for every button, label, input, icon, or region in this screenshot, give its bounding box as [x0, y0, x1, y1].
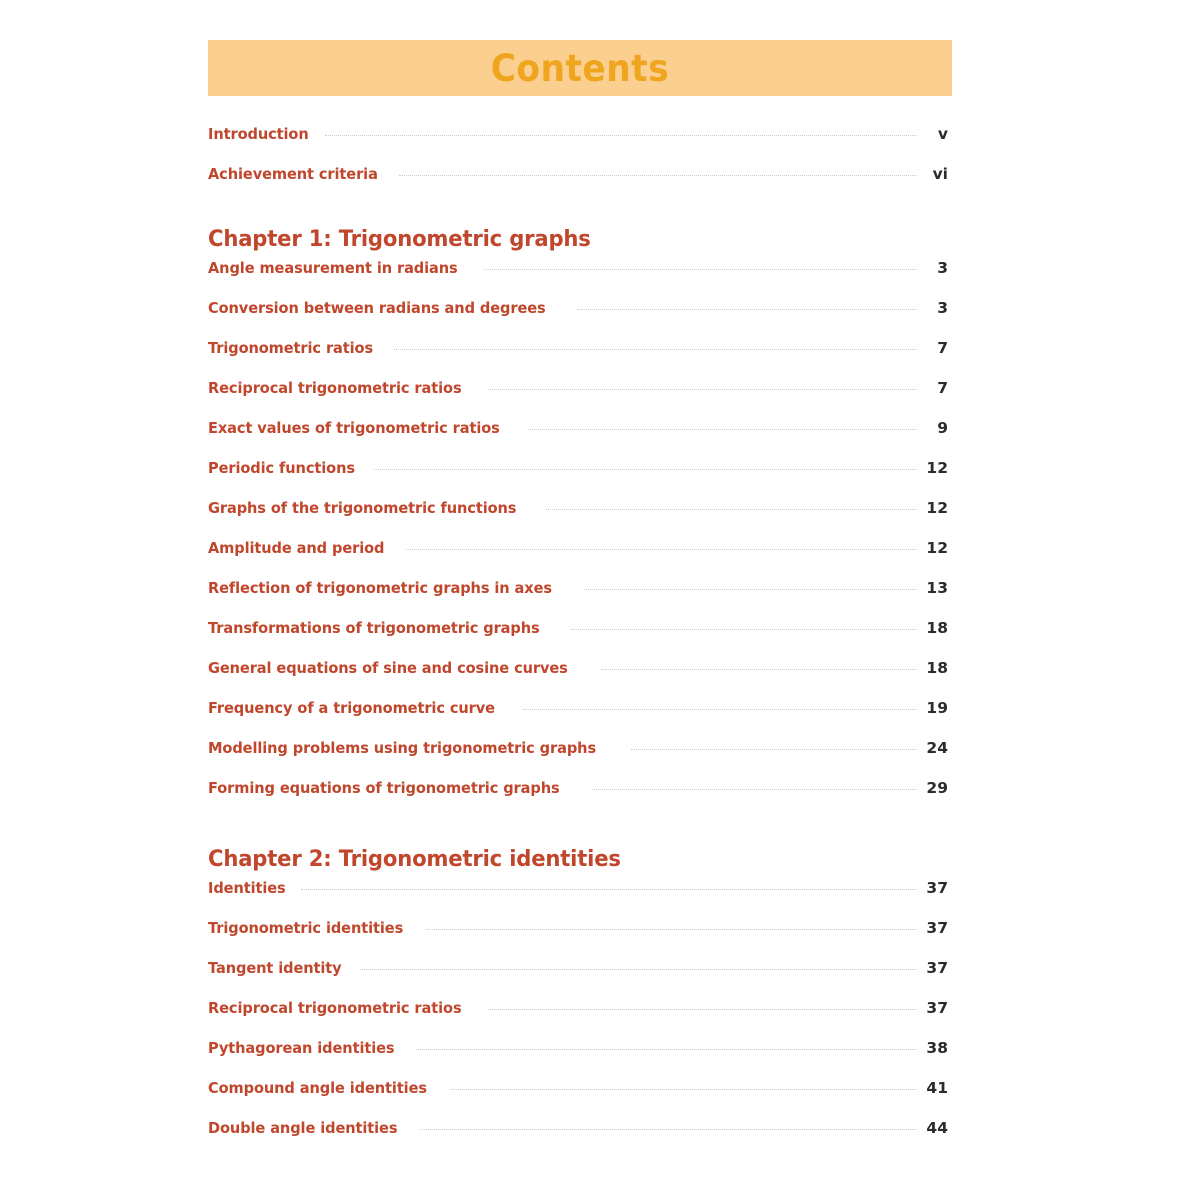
- toc-entry-row[interactable]: [208, 459, 948, 499]
- toc-entry-label: Forming equations of trigonometric graphs: [208, 779, 565, 797]
- toc-entry-label: Frequency of a trigonometric curve: [208, 699, 501, 717]
- toc-entry-page-number: 18: [921, 659, 948, 677]
- toc-entry-row[interactable]: [208, 699, 948, 739]
- dot-leader: [426, 928, 917, 930]
- toc-entry-row[interactable]: [208, 779, 948, 819]
- toc-entry-page-number: 19: [921, 699, 948, 717]
- toc-entry-row[interactable]: [208, 579, 948, 619]
- toc-entry-label: Trigonometric ratios: [208, 339, 379, 357]
- toc-entry-row[interactable]: [208, 879, 948, 919]
- toc-entry-row[interactable]: [208, 959, 948, 999]
- dot-leader: [301, 888, 917, 890]
- toc-entry-page-number: 24: [921, 739, 948, 757]
- toc-entry-page-number: 12: [921, 459, 948, 477]
- toc-entry-row[interactable]: [208, 499, 948, 539]
- dot-leader: [592, 788, 917, 790]
- dot-leader: [394, 348, 917, 350]
- chapter-heading[interactable]: Chapter 2: Trigonometric identities: [208, 846, 621, 872]
- dot-leader: [488, 388, 917, 390]
- toc-entry-row[interactable]: [208, 1119, 948, 1159]
- dot-leader: [325, 134, 917, 136]
- toc-entry-row[interactable]: [208, 659, 948, 699]
- toc-entry-label: Tangent identity: [208, 959, 347, 977]
- toc-entry-label: Conversion between radians and degrees: [208, 299, 551, 317]
- toc-entry-page-number: 38: [921, 1039, 948, 1057]
- dot-leader: [488, 1008, 917, 1010]
- toc-entry-row[interactable]: [208, 539, 948, 579]
- dot-leader: [484, 268, 917, 270]
- dot-leader: [451, 1088, 917, 1090]
- toc-entry-row[interactable]: [208, 619, 948, 659]
- dot-leader: [420, 1128, 917, 1130]
- toc-entry-label: Reflection of trigonometric graphs in axes: [208, 579, 558, 597]
- dot-leader: [523, 708, 917, 710]
- toc-entry-row[interactable]: [208, 299, 948, 339]
- toc-entry-label: Reciprocal trigonometric ratios: [208, 999, 467, 1017]
- toc-entry-label: Reciprocal trigonometric ratios: [208, 379, 467, 397]
- toc-entry-page-number: 37: [921, 879, 948, 897]
- toc-entry-label: Identities: [208, 879, 291, 897]
- dot-leader: [546, 508, 917, 510]
- toc-entry-row[interactable]: [208, 419, 948, 459]
- toc-entry-label: Angle measurement in radians: [208, 259, 463, 277]
- toc-entry-page-number: 7: [921, 379, 948, 397]
- dot-leader: [577, 308, 917, 310]
- toc-entry-row[interactable]: [208, 1079, 948, 1119]
- toc-entry-page-number: 41: [921, 1079, 948, 1097]
- toc-entry-page-number: 12: [921, 539, 948, 557]
- page-title: Contents: [490, 46, 670, 90]
- dot-leader: [416, 1048, 917, 1050]
- toc-entry-row[interactable]: [208, 339, 948, 379]
- section-spacer: [208, 819, 948, 839]
- chapter-heading[interactable]: Chapter 1: Trigonometric graphs: [208, 226, 591, 252]
- dot-leader: [584, 588, 917, 590]
- toc-entry-page-number: 44: [921, 1119, 948, 1137]
- toc-entry-row[interactable]: [208, 919, 948, 959]
- dot-leader: [360, 968, 917, 970]
- toc-entry-page-number: 37: [921, 959, 948, 977]
- toc-entry-page-number: 9: [921, 419, 948, 437]
- dot-leader: [406, 548, 917, 550]
- toc-entry-row[interactable]: [208, 379, 948, 419]
- toc-entry-label: Modelling problems using trigonometric graphs: [208, 739, 602, 757]
- toc-entry-label: Exact values of trigonometric ratios: [208, 419, 505, 437]
- toc-entry-page-number: v: [921, 125, 948, 143]
- toc-entry-page-number: 13: [921, 579, 948, 597]
- table-of-contents: [208, 125, 948, 1159]
- toc-entry-label: Trigonometric identities: [208, 919, 409, 937]
- toc-entry-row[interactable]: [208, 259, 948, 299]
- toc-front-matter-row[interactable]: [208, 165, 948, 205]
- toc-entry-row[interactable]: [208, 739, 948, 779]
- dot-leader: [528, 428, 917, 430]
- toc-entry-row[interactable]: [208, 1039, 948, 1079]
- toc-entry-page-number: 7: [921, 339, 948, 357]
- toc-entry-label: Double angle identities: [208, 1119, 403, 1137]
- toc-entry-page-number: 29: [921, 779, 948, 797]
- dot-leader: [571, 628, 917, 630]
- toc-entry-page-number: vi: [921, 165, 948, 183]
- toc-entry-label: Achievement criteria: [208, 165, 383, 183]
- toc-entry-page-number: 37: [921, 999, 948, 1017]
- toc-entry-label: Transformations of trigonometric graphs: [208, 619, 545, 637]
- toc-entry-label: Compound angle identities: [208, 1079, 433, 1097]
- dot-leader: [601, 668, 917, 670]
- toc-entry-page-number: 3: [921, 299, 948, 317]
- toc-entry-label: Amplitude and period: [208, 539, 390, 557]
- toc-entry-label: General equations of sine and cosine curves: [208, 659, 573, 677]
- toc-entry-label: Pythagorean identities: [208, 1039, 400, 1057]
- section-spacer: [208, 205, 948, 219]
- toc-entry-page-number: 37: [921, 919, 948, 937]
- contents-banner: [208, 40, 952, 96]
- toc-entry-page-number: 18: [921, 619, 948, 637]
- toc-entry-label: Periodic functions: [208, 459, 361, 477]
- toc-entry-page-number: 3: [921, 259, 948, 277]
- dot-leader: [374, 468, 917, 470]
- toc-entry-page-number: 12: [921, 499, 948, 517]
- toc-entry-label: Graphs of the trigonometric functions: [208, 499, 522, 517]
- dot-leader: [631, 748, 917, 750]
- toc-front-matter-row[interactable]: [208, 125, 948, 165]
- toc-entry-label: Introduction: [208, 125, 314, 143]
- toc-entry-row[interactable]: [208, 999, 948, 1039]
- dot-leader: [399, 174, 917, 176]
